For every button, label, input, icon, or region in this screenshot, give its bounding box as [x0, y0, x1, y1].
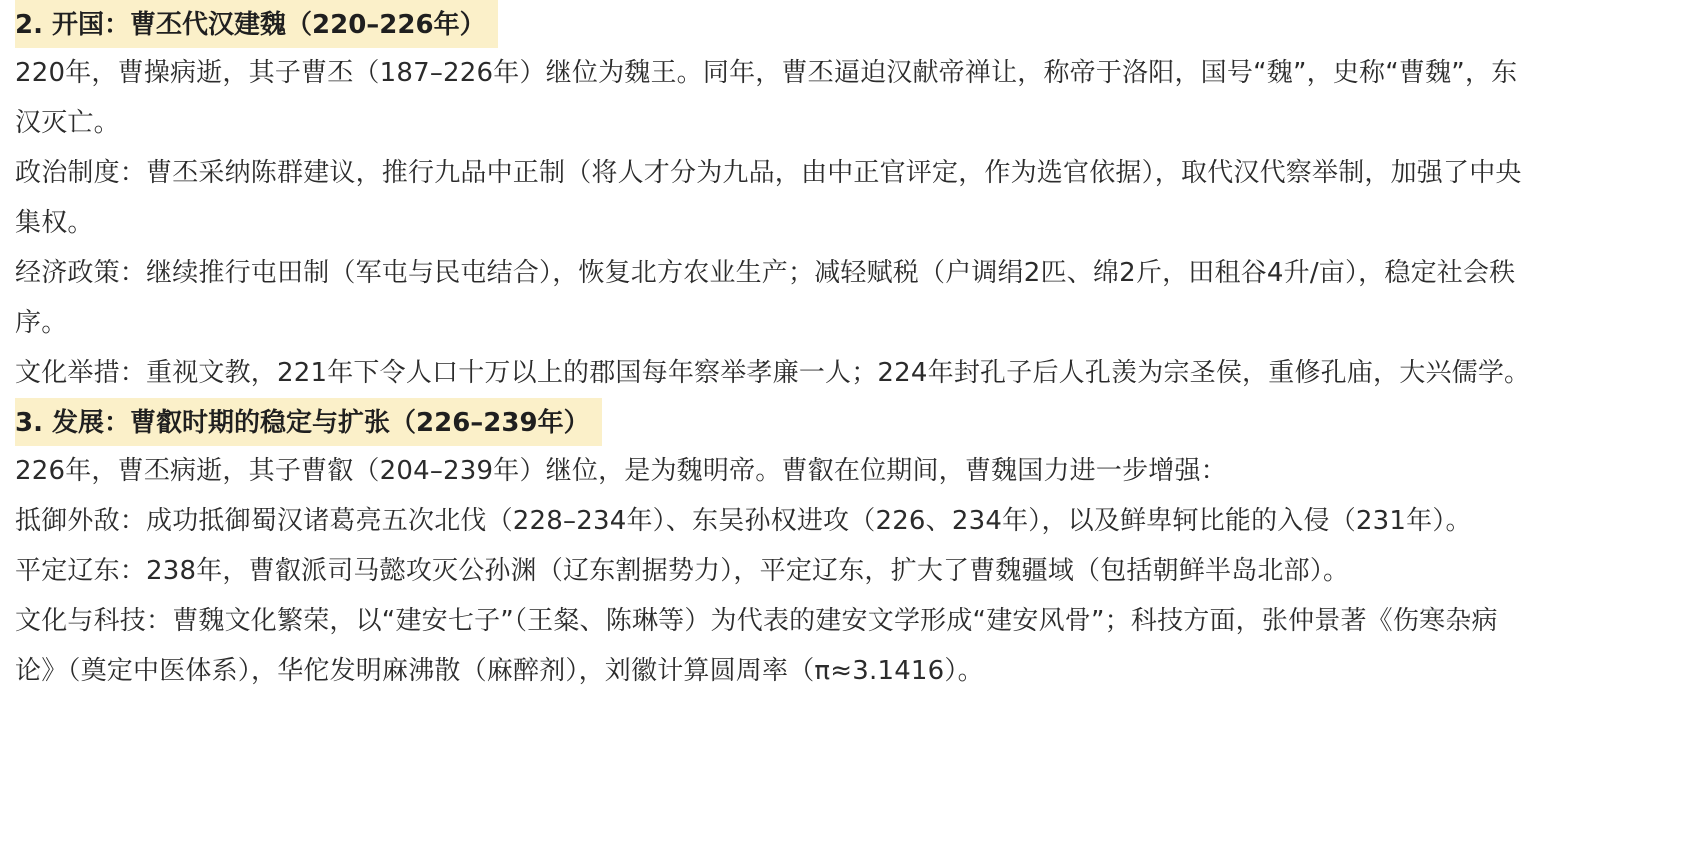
paragraph-economy: 经济政策：继续推行屯田制（军屯与民屯结合），恢复北方农业生产；减轻赋税（户调绢2匹、绵2斤，田租谷4升/亩），稳定社会秩序。 — [15, 258, 1516, 338]
paragraph-politics: 政治制度：曹丕采纳陈群建议，推行九品中正制（将人才分为九品，由中正官评定，作为选官依据），取代汉代察举制，加强了中央集权。 — [15, 158, 1522, 238]
paragraph-culture: 文化举措：重视文教，221年下令人口十万以上的郡国每年察举孝廉一人；224年封孔子后人孔羡为宗圣侯，重修孔庙，大兴儒学。 — [15, 358, 1531, 388]
paragraph-intro: 226年，曹丕病逝，其子曹叡（204–239年）继位，是为魏明帝。曹叡在位期间，曹魏国力进一步增强： — [15, 456, 1227, 486]
section-heading: 2. 开国：曹丕代汉建魏（220–226年） — [15, 0, 498, 48]
section-development — [15, 398, 1535, 696]
paragraph-culture-tech: 文化与科技：曹魏文化繁荣，以“建安七子”（王粲、陈琳等）为代表的建安文学形成“建安风骨”；科技方面，张仲景著《伤寒杂病论》（奠定中医体系），华佗发明麻沸散（麻醉剂），刘徽计算圆周率（π≈3.1416）。 — [15, 606, 1498, 686]
paragraph-liaodong: 平定辽东：238年，曹叡派司马懿攻灭公孙渊（辽东割据势力），平定辽东，扩大了曹魏疆域（包括朝鲜半岛北部）。 — [15, 556, 1350, 586]
article-content — [15, 0, 1535, 696]
paragraph-defense: 抵御外敌：成功抵御蜀汉诸葛亮五次北伐（228–234年）、东吴孙权进攻（226、234年），以及鲜卑轲比能的入侵（231年）。 — [15, 506, 1472, 536]
section-heading: 3. 发展：曹叡时期的稳定与扩张（226–239年） — [15, 398, 602, 446]
section-founding — [15, 0, 1535, 398]
paragraph-intro: 220年，曹操病逝，其子曹丕（187–226年）继位为魏王。同年，曹丕逼迫汉献帝禅让，称帝于洛阳，国号“魏”，史称“曹魏”，东汉灭亡。 — [15, 58, 1518, 138]
